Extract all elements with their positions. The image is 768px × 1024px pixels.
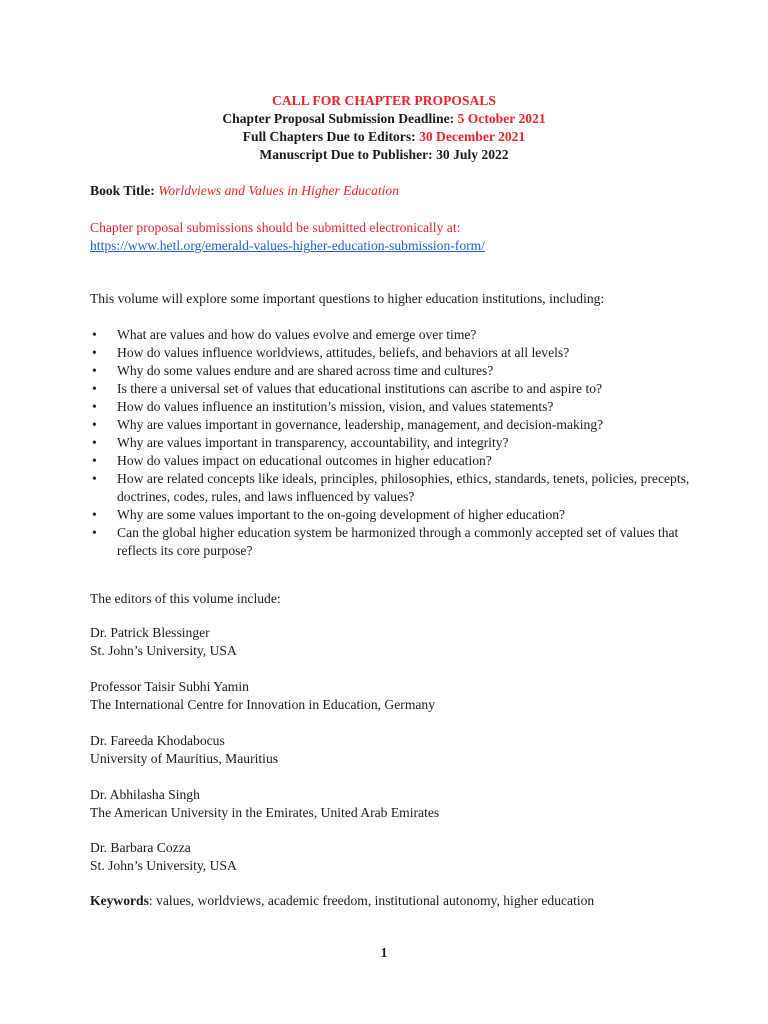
question-text: Can the global higher education system be harmonized through a commonly accepted set of values that reflects its core purpose? xyxy=(117,525,679,558)
question-item xyxy=(90,362,690,380)
question-text: How do values impact on educational outcomes in higher education? xyxy=(117,453,492,468)
question-item xyxy=(90,326,690,344)
submission-note: Chapter proposal submissions should be submitted electronically at: xyxy=(90,220,461,235)
bullet-icon: • xyxy=(92,525,97,540)
bullet-icon: • xyxy=(92,417,97,432)
question-item xyxy=(90,524,690,560)
question-item xyxy=(90,398,690,416)
submission-info xyxy=(90,219,690,255)
book-title: Worldviews and Values in Higher Education xyxy=(158,183,400,198)
book-title-label: Book Title: xyxy=(90,183,155,198)
editor-entry xyxy=(90,624,690,660)
editors-intro: The editors of this volume include: xyxy=(90,591,281,606)
editor-affiliation: The American University in the Emirates, United Arab Emirates xyxy=(90,805,440,820)
full-chapters-line xyxy=(0,128,768,146)
bullet-icon: • xyxy=(92,399,97,414)
question-text: Why are some values important to the on-going development of higher education? xyxy=(117,507,566,522)
editor-entry xyxy=(90,839,690,875)
question-item xyxy=(90,380,690,398)
question-item xyxy=(90,506,690,524)
question-item xyxy=(90,416,690,434)
question-text: Why are values important in transparency, accountability, and integrity? xyxy=(117,435,509,450)
question-text: What are values and how do values evolve and emerge over time? xyxy=(117,327,477,342)
question-text: Why do some values endure and are shared across time and cultures? xyxy=(117,363,494,378)
editor-affiliation: St. John’s University, USA xyxy=(90,643,237,658)
editor-entry xyxy=(90,786,690,822)
book-title-line xyxy=(90,182,690,200)
intro-paragraph: This volume will explore some important questions to higher education institutions, including: xyxy=(90,291,605,306)
call-header xyxy=(0,92,768,164)
editor-affiliation: St. John’s University, USA xyxy=(90,858,237,873)
keywords-label: Keywords xyxy=(90,893,149,908)
bullet-icon: • xyxy=(92,453,97,468)
question-text: How do values influence worldviews, attitudes, beliefs, and behaviors at all levels? xyxy=(117,345,570,360)
bullet-icon: • xyxy=(92,327,97,342)
submission-link[interactable]: https://www.hetl.org/emerald-values-higher-education-submission-form/ xyxy=(90,238,485,253)
keywords-text: : values, worldviews, academic freedom, institutional autonomy, higher education xyxy=(148,893,595,908)
editor-name: Dr. Barbara Cozza xyxy=(90,840,191,855)
question-item xyxy=(90,470,690,506)
editor-affiliation: The International Centre for Innovation in Education, Germany xyxy=(90,697,436,712)
editor-name: Dr. Patrick Blessinger xyxy=(90,625,210,640)
question-text: How are related concepts like ideals, principles, philosophies, ethics, standards, tenets, policies, precepts, doctrines, codes, rules, and laws influenced by values? xyxy=(117,471,690,504)
bullet-icon: • xyxy=(92,471,97,486)
editor-name: Dr. Fareeda Khodabocus xyxy=(90,733,225,748)
deadline-line xyxy=(0,110,768,128)
deadline-date: 5 October 2021 xyxy=(457,111,546,126)
question-text: Why are values important in governance, leadership, management, and decision-making? xyxy=(117,417,604,432)
editor-name: Dr. Abhilasha Singh xyxy=(90,787,200,802)
bullet-icon: • xyxy=(92,435,97,450)
question-text: Is there a universal set of values that educational institutions can ascribe to and aspire to? xyxy=(117,381,603,396)
bullet-icon: • xyxy=(92,363,97,378)
editor-entry xyxy=(90,732,690,768)
full-chapters-date: 30 December 2021 xyxy=(419,129,526,144)
question-item xyxy=(90,344,690,362)
deadline-label: Chapter Proposal Submission Deadline: xyxy=(222,111,458,126)
call-heading: CALL FOR CHAPTER PROPOSALS xyxy=(272,93,496,108)
bullet-icon: • xyxy=(92,381,97,396)
bullet-icon: • xyxy=(92,345,97,360)
manuscript-line: Manuscript Due to Publisher: 30 July 2022 xyxy=(259,147,509,162)
keywords-line xyxy=(90,892,690,910)
question-text: How do values influence an institution’s mission, vision, and values statements? xyxy=(117,399,554,414)
editor-name: Professor Taisir Subhi Yamin xyxy=(90,679,249,694)
question-item xyxy=(90,452,690,470)
full-chapters-label: Full Chapters Due to Editors: xyxy=(242,129,420,144)
question-item xyxy=(90,434,690,452)
questions-list xyxy=(90,326,690,560)
page-number: 1 xyxy=(380,945,388,960)
bullet-icon: • xyxy=(92,507,97,522)
editor-entry xyxy=(90,678,690,714)
editor-affiliation: University of Mauritius, Mauritius xyxy=(90,751,279,766)
